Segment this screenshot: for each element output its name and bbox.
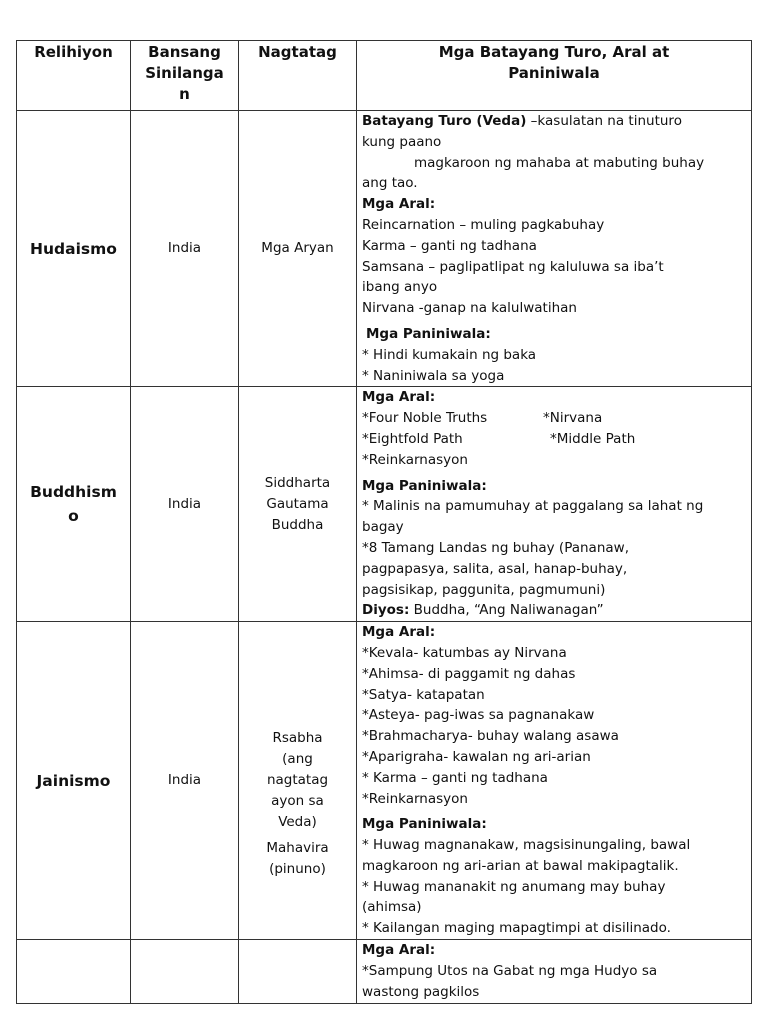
aral-heading: Mga Aral: bbox=[362, 624, 436, 641]
aral-heading: Mga Aral: bbox=[362, 196, 436, 213]
teachings-cell bbox=[357, 940, 752, 1003]
basic-teaching-line: Batayang Turo (Veda) –kasulatan na tinuturo bbox=[362, 113, 682, 129]
list-item: *Asteya- pag-iwas sa pagnanakaw bbox=[362, 707, 595, 724]
list-item: * Huwag mananakit ng anumang may buhay bbox=[362, 878, 666, 895]
paniniwala-heading: Mga Paniniwala: bbox=[362, 816, 487, 833]
row-jainismo bbox=[17, 622, 752, 940]
list-item: Karma – ganti ng tadhana bbox=[362, 237, 537, 254]
row-judaism-partial bbox=[17, 940, 752, 1003]
list-item: * Huwag magnanakaw, magsisinungaling, bawal bbox=[362, 837, 691, 854]
list-item: Nirvana -ganap na kalulwatihan bbox=[362, 300, 577, 317]
list-item: pagpapasya, salita, asal, hanap-buhay, bbox=[362, 560, 628, 577]
list-item: *Reinkarnasyon bbox=[362, 451, 468, 468]
header-batayang-turo: Mga Batayang Turo, Aral at Paniniwala bbox=[357, 41, 752, 111]
list-item: wastong pagkilos bbox=[362, 983, 480, 1000]
list-item: *Brahmacharya- buhay walang asawa bbox=[362, 728, 619, 745]
list-item: *Reinkarnasyon bbox=[362, 790, 468, 807]
list-item: *Four Noble Truths *Nirvana bbox=[362, 410, 603, 427]
list-item: pagsisikap, paggunita, pagmumuni) bbox=[362, 581, 606, 598]
list-item: *Satya- katapatan bbox=[362, 686, 485, 703]
founder-cell: Siddharta Gautama Buddha bbox=[239, 387, 357, 622]
religion-name: Hudaismo bbox=[17, 111, 131, 387]
list-item: bagay bbox=[362, 519, 404, 536]
religion-name bbox=[17, 940, 131, 1003]
teachings-cell bbox=[357, 622, 752, 940]
paniniwala-heading: Mga Paniniwala: bbox=[366, 325, 491, 342]
country-cell: India bbox=[131, 387, 239, 622]
list-item: Samsana – paglipatlipat ng kaluluwa sa iba’t bbox=[362, 258, 664, 275]
header-nagtatag: Nagtatag bbox=[239, 41, 357, 111]
row-buddhismo bbox=[17, 387, 752, 622]
founder-cell: Rsabha (ang nagtatag ayon sa Veda) Mahavira (pinuno) bbox=[239, 622, 357, 940]
header-bansang-sinilangan: Bansang Sinilanga n bbox=[131, 41, 239, 111]
header-row bbox=[17, 41, 752, 111]
list-item: * Hindi kumakain ng baka bbox=[362, 346, 537, 363]
founder-cell bbox=[239, 940, 357, 1003]
teachings-cell: Batayang Turo (Veda) –kasulatan na tinuturo kung paano magkaroon ng mahaba at mabuting buhay ang tao. Mga Aral: Reincarnation – muling pagkabuhay Karma – ganti ng tadhana Samsana – paglipatlipat ng kaluluwa sa iba’t ibang anyo Nirvana -ganap na kalulwatihan Mga Paniniwala: * Hindi kumakain ng baka * Naniniwala sa yoga bbox=[357, 111, 752, 387]
list-item: magkaroon ng ari-arian at bawal makipagtalik. bbox=[362, 857, 679, 874]
aral-heading: Mga Aral: bbox=[362, 389, 436, 406]
country-cell: India bbox=[131, 111, 239, 387]
religion-name: Jainismo bbox=[17, 622, 131, 940]
religion-name: Buddhism o bbox=[17, 387, 131, 622]
list-item: *8 Tamang Landas ng buhay (Pananaw, bbox=[362, 539, 629, 556]
row-hudaismo bbox=[17, 111, 752, 387]
religions-table bbox=[16, 40, 752, 1004]
list-item: *Kevala- katumbas ay Nirvana bbox=[362, 644, 567, 661]
list-item: * Kailangan maging mapagtimpi at disilinado. bbox=[362, 920, 671, 937]
list-item: * Karma – ganti ng tadhana bbox=[362, 769, 548, 786]
teachings-cell bbox=[357, 387, 752, 622]
list-item: *Aparigraha- kawalan ng ari-arian bbox=[362, 748, 591, 765]
list-item: Reincarnation – muling pagkabuhay bbox=[362, 216, 605, 233]
aral-heading: Mga Aral: bbox=[362, 942, 436, 959]
list-item: ibang anyo bbox=[362, 279, 438, 296]
list-item: * Malinis na pamumuhay at paggalang sa lahat ng bbox=[362, 498, 704, 515]
header-relihiyon: Relihiyon bbox=[17, 41, 131, 111]
paniniwala-heading: Mga Paniniwala: bbox=[362, 477, 487, 494]
list-item: * Naniniwala sa yoga bbox=[362, 367, 505, 384]
list-item: (ahimsa) bbox=[362, 899, 422, 916]
founder-cell: Mga Aryan bbox=[239, 111, 357, 387]
list-item: *Eightfold Path *Middle Path bbox=[362, 430, 636, 447]
diyos-line: Diyos: Buddha, “Ang Naliwanagan” bbox=[362, 602, 604, 619]
list-item: *Sampung Utos na Gabat ng mga Hudyo sa bbox=[362, 962, 658, 979]
country-cell bbox=[131, 940, 239, 1003]
country-cell: India bbox=[131, 622, 239, 940]
list-item: *Ahimsa- di paggamit ng dahas bbox=[362, 665, 576, 682]
